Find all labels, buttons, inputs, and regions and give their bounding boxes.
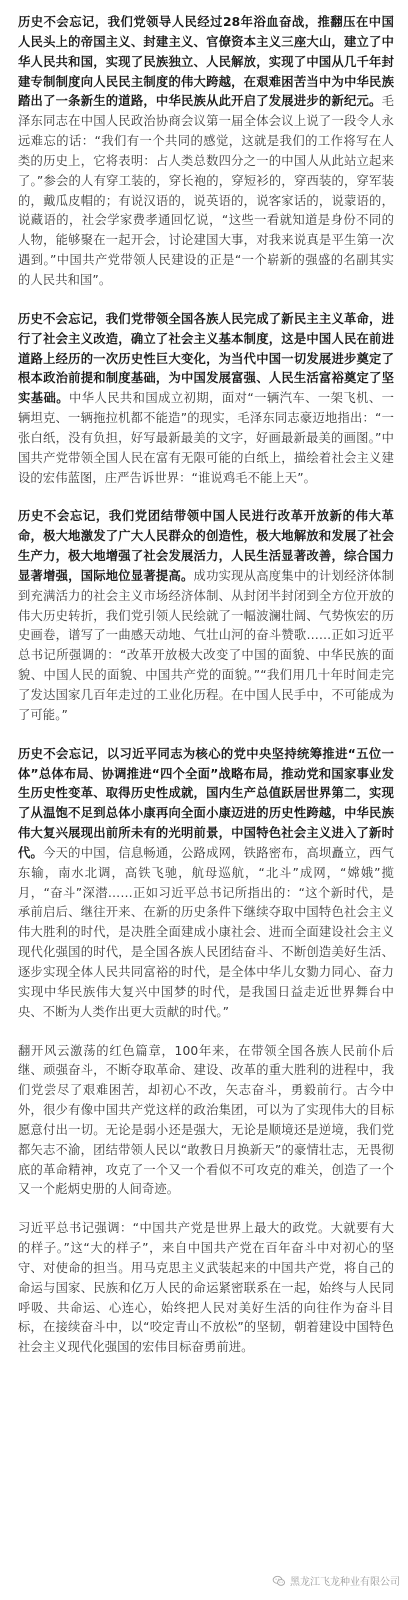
paragraph-4-bold: 历史不会忘记，以习近平同志为核心的党中央坚持统筹推进“五位一体”总体布局、协调推进“四个全面”战略布局，推动党和国家事业发生历史性变革、取得历史性成就，国内生产总值跃居世界第二，实现了从温饱不足到总体小康再向全面小康迈进的历史性跨越，中华民族伟大复兴展现出前所未有的光明前景，中国特色社会主义进入了新时代。: [18, 746, 394, 860]
source-watermark: [272, 1573, 400, 1588]
paragraph-3-bold: 历史不会忘记，我们党团结带领中国人民进行改革开放新的伟大革命，极大地激发了广大人民群众的创造性，极大地解放和发展了社会生产力，极大地增强了社会发展活力，人民生活显著改善，综合国力显著增强，国际地位显著提高。: [18, 509, 394, 583]
paragraph-2: [18, 310, 394, 489]
paragraph-1-text: 毛泽东同志在中国人民政治协商会议第一届全体会议上说了一段令人永远难忘的话：“我们有一个共同的感觉，这就是我们的工作将写在人类的历史上，它将表明：占人类总数四分之一的中国人从此站立起来了。”参会的人有穿工装的，穿长袍的，穿短衫的，穿西装的，穿军装的，戴瓜皮帽的；有说汉语的，说英语的，说客家话的，说蒙语的，说藏语的，社会学家费孝通回忆说，“这些一看就知道是身份不同的人物，能够聚在一起开会，讨论建国大事，对我来说真是平生第一次遇到。”中国共产党带领人民建设的正是“一个崭新的强盛的名副其实的人民共和国”。: [18, 94, 394, 287]
paragraph-5: [18, 1042, 394, 1201]
paragraph-3: [18, 507, 394, 725]
paragraph-5-text: 翻开风云激荡的红色篇章，100年来，在带领全国各族人民前仆后继、顽强奋斗，不断夺取革命、建设、改革的重大胜利的进程中，我们党尝尽了艰难困苦，却初心不改，矢志奋斗，勇毅前行。古今中外，很少有像中国共产党这样的政治集团，可以为了实现伟大的目标愿意付出一切。无论是弱小还是强大，无论是顺境还是逆境，我们党都矢志不渝，团结带领人民以“敢教日月换新天”的豪情壮志，无畏彻底的革命精神，攻克了一个又一个看似不可攻克的难关，创造了一个又一个彪炳史册的人间奇迹。: [18, 1043, 394, 1197]
watermark-text: 黑龙江飞龙种业有限公司: [290, 1577, 400, 1588]
paragraph-4: [18, 745, 394, 1023]
paragraph-6: [18, 1219, 394, 1358]
paragraph-2-bold: 历史不会忘记，我们党带领全国各族人民完成了新民主主义革命，进行了社会主义改造，确立了社会主义基本制度，这是中国人民在前进道路上经历的一次历史性巨大变化，为当代中国一切发展进步奠定了根本政治前提和制度基础，为中国发展富强、人民生活富裕奠定了坚实基础。: [18, 311, 394, 406]
paragraph-3-text: 成功实现从高度集中的计划经济体制到充满活力的社会主义市场经济体制、从封闭半封闭到全方位开放的伟大历史转折，我们党引领人民绘就了一幅波澜壮阔、气势恢宏的历史画卷，谱写了一曲感天动地、气壮山河的奋斗赞歌……正如习近平总书记所强调的：“改革开放极大改变了中国的面貌、中华民族的面貌、中国人民的面貌、中国共产党的面貌。”“我们用几十年时间走完了发达国家几百年走过的工业化历程。在中国人民手中，不可能成为了可能。”: [18, 568, 394, 722]
wechat-icon: [272, 1574, 286, 1588]
paragraph-2-text: 中华人民共和国成立初期，面对“一辆汽车、一架飞机、一辆坦克、一辆拖拉机都不能造”的现实，毛泽东同志豪迈地指出：“一张白纸，没有负担，好写最新最美的文字，好画最新最美的画图。”中国共产党带领全国人民在富有无限可能的白纸上，描绘着社会主义建设的宏伟蓝图，庄严告诉世界：“谁说鸡毛不能上天”。: [18, 391, 394, 485]
paragraph-6-text: 习近平总书记强调：“中国共产党是世界上最大的政党。大就要有大的样子。”这“大的样子”，来自中国共产党在百年奋斗中对初心的坚守、对使命的担当。用马克思主义武装起来的中国共产党，将自己的命运与国家、民族和亿万人民的命运紧密联系在一起，始终与人民同呼吸、共命运、心连心，始终把人民对美好生活的向往作为奋斗目标，在接续奋斗中，以“咬定青山不放松”的坚韧，朝着建设中国特色社会主义现代化强国的宏伟目标奋勇前进。: [18, 1221, 394, 1355]
paragraph-1: [18, 13, 394, 291]
article-body: [18, 13, 394, 1358]
paragraph-1-bold: 历史不会忘记，我们党领导人民经过28年浴血奋战，推翻压在中国人民头上的帝国主义、封建主义、官僚资本主义三座大山，建立了中华人民共和国，实现了民族独立、人民解放，实现了中国从几千年封建专制制度向人民民主制度的伟大跨越，在艰难困苦当中为中华民族踏出了一条新生的道路，中华民族从此开启了发展进步的新纪元。: [18, 15, 394, 109]
paragraph-4-text: 今天的中国，信息畅通，公路成网，铁路密布，高坝矗立，西气东输，南水北调，高铁飞驰，航母巡航，“北斗”成网，“嫦娥”揽月，“奋斗”深潜……正如习近平总书记所指出的：“这个新时代，是承前启后、继往开来、在新的历史条件下继续夺取中国特色社会主义伟大胜利的时代，是决胜全面建成小康社会、进而全面建设社会主义现代化强国的时代，是全国各族人民团结奋斗、不断创造美好生活、逐步实现全体人民共同富裕的时代，是全体中华儿女勠力同心、奋力实现中华民族伟大复兴中国梦的时代，是我国日益走近世界舞台中央、不断为人类作出更大贡献的时代。”: [18, 845, 394, 1019]
